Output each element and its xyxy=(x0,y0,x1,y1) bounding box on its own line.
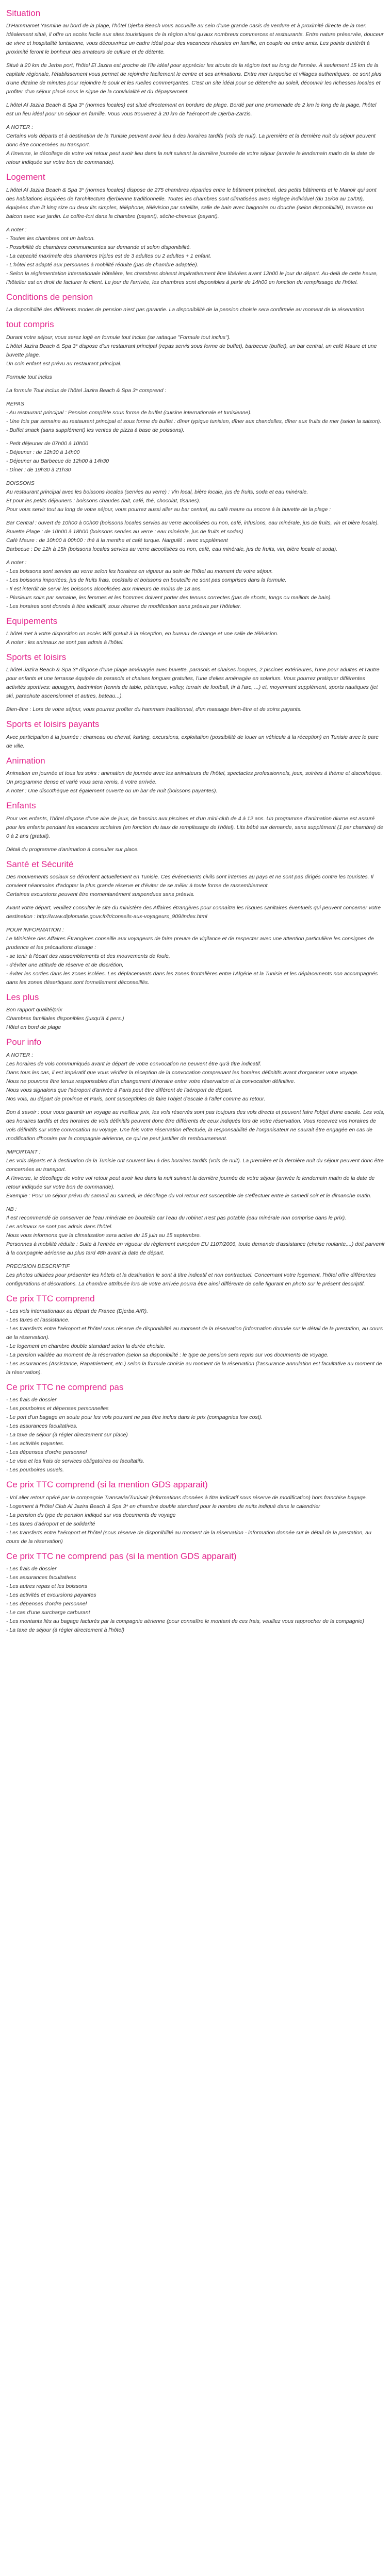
section-heading: Pour info xyxy=(6,1037,42,1047)
section-heading: Santé et Sécurité xyxy=(6,859,74,869)
section-heading: Ce prix TTC comprend xyxy=(6,1293,95,1303)
section-paragraph: - Petit déjeuner de 07h00 à 10h00 - Déjeuner : de 12h30 à 14h00 - Déjeuner au Barbecue de 12h00 à 14h30 - Dîner : de 19h30 à 21h30 xyxy=(6,440,109,473)
section-heading: Situation xyxy=(6,8,41,18)
section-paragraph: PRECISION DESCRIPTIF Les photos utilisées pour présenter les hôtels et la destination le sont à titre indicatif et non contractuel. Concernant votre logement, l'hôtel offre différentes configurations et décorations. La chambre attribuée lors de votre arrivée pourra être ainsi différente de celle figurant en photo sur le présent descriptif. xyxy=(6,1263,376,1287)
section-paragraph: Formule tout inclus xyxy=(6,374,52,380)
section-paragraph: - Les vols internationaux au départ de France (Djerba A/R). - Les taxes et l'assistance. - Les transferts entre l'aéroport et l'hôtel sous réserve de disponibilité au moment de la réservation (information donnée sur le détail de la prestation, au cours de la réservation). - Le logement en chambre double standard selon la durée choisie. - La pension validée au moment de la réservation (selon sa disponibilité : le type de pension sera repris sur vos documents de voyage. - Les assurances (Assistance, Rapatriement, etc.) selon la formule choisie au moment de la réservation (l'assurance annulation est facultative au moment de la réservation). xyxy=(6,1308,383,1376)
section-paragraph: L'hôtel met à votre disposition un accès Wifi gratuit à la réception, en bureau de change et une salle de télévision. A noter : les animaux ne sont pas admis à l'hôtel. xyxy=(6,630,279,646)
section-paragraph: Bien-être : Lors de votre séjour, vous pourrez profiter du hammam traditionnel, d'un massage bien-être et de soins payants. xyxy=(6,706,302,713)
section-paragraph: IMPORTANT : Les vols départs et à destination de la Tunisie ont souvent lieu à des horaires tardifs (vols de nuit). La première et la dernière nuit du séjour peuvent donc être concernées au transport. A l'inverse, le décollage de votre vol retour peut avoir lieu dans la nuit suivant la dernière journée de votre séjour (arrivée le lendemain matin de la date de retour indiquée sur votre bon de commande). Exemple : Pour un séjour prévu du samedi au samedi, le décollage du vol retour est susceptible de s'effectuer entre le samedi soir et le dimanche matin. xyxy=(6,1148,384,1199)
section-heading: Conditions de pension xyxy=(6,292,93,302)
section-paragraph: BOISSONS Au restaurant principal avec les boissons locales (servies au verre) : Vin local, bière locale, jus de fruits, soda et eau minérale. Et pour les petits déjeuners : boissons chaudes (lait, café, thé, chocolat, tisanes). Pour vous servir tout au long de votre séjour, vous pourrez aussi aller au bar central, au café maure ou encore à la buvette de la plage : xyxy=(6,480,331,513)
section-paragraph: Avant votre départ, veuillez consulter le site du ministère des Affaires étrangères pour connaître les risques sanitaires éventuels qui peuvent concerner votre destination : http://www.diplomatie.gouv.fr/fr/conseils-aux-voyageurs_909/index.html xyxy=(6,904,381,920)
section-paragraph: D'Hammamet Yasmine au bord de la plage, l'hôtel Djerba Beach vous accueille au sein d'une grande oasis de verdure et à proximité directe de la mer. Idéalement situé, il offre un accès facile aux sites touristiques de la région ainsi qu'aux nombreux commerces et restaurants. Entre nature préservée, douceur de vivre et hospitalité tunisienne, vous découvrirez un cadre idéal pour des vacances réussies en famille, en couple ou entre amis. Les points d'intérêt à proximité feront le bonheur des amateurs de culture et de détente. xyxy=(6,23,384,56)
section-paragraph: NB : Il est recommandé de conserver de l'eau minérale en bouteille car l'eau du robinet n'est pas potable (eau minérale non comprise dans le prix). Les animaux ne sont pas admis dans l'hôtel. Nous vous informons que la climatisation sera active du 15 juin au 15 septembre. Personnes à mobilité réduite : Suite à l'entrée en vigueur du règlement européen EU 1107/2006, toute demande d'assistance (chaise roulante,...) doit parvenir à la compagnie aérienne au plus tard 48h avant la date de départ. xyxy=(6,1206,385,1256)
section-paragraph: - Les frais de dossier - Les pourboires et dépenses personnelles - Le port d'un bagage en soute pour les vols pouvant ne pas être inclus dans le prix (compagnies low cost). - Les assurances facultatives. - La taxe de séjour (à régler directement sur place) - Les activités payantes. - Les dépenses d'ordre personnel - Le visa et les frais de services obligatoires ou facultatifs. - Les pourboires usuels. xyxy=(6,1397,263,1473)
section-heading: Equipements xyxy=(6,616,58,626)
section-heading: Sports et loisirs payants xyxy=(6,719,100,730)
section-paragraph: A noter : - Toutes les chambres ont un balcon. - Possibilité de chambres communicantes sur demande et selon disponibilité. - La capacité maximale des chambres triples est de 3 adultes ou 2 adultes + 1 enfant. - L'hôtel est adapté aux personnes à mobilité réduite (pas de chambre adaptée). - Selon la réglementation internationale hôtelière, les chambres doivent impérativement être libérées avant 12h00 le jour du départ. Au-delà de cette heure, l'hôtelier est en droit de facturer le client. Le jour de l'arrivée, les chambres sont disponibles à partir de 14h00 en fonction du remplissage de l'hôtel. xyxy=(6,226,378,285)
section-heading: Logement xyxy=(6,172,45,182)
section-paragraph: L'hôtel Jazira Beach & Spa 3* dispose d'une plage aménagée avec buvette, parasols et chaises longues, 2 piscines extérieures, l'une pour adultes et l'autre pour enfants et une terrasse équipée de parasols et chaises longues gratuites, l'une d'elles aménagée en solarium. Vous pourrez pratiquer différentes activités sportives: aquagym, badminton (tennis de table, pétanque, volley, terrain de football, tir à l'arc, ...) et, moyennant supplément, sports nautiques (jet ski, parachute ascensionnel et autres, bateau...). xyxy=(6,667,380,700)
section-paragraph: - Vol aller retour opéré par la compagnie Transavia/Tunisair (informations données à titre indicatif sous réserve de modification) hors franchise bagage. - Logement à l'hôtel Club Al Jazira Beach & Spa 3* en chambre double standard pour le nombre de nuits indiqué dans le calendrier - La pension du type de pension indiqué sur vos documents de voyage - Les taxes d'aéroport et de solidarité - Les transferts entre l'aéroport et l'hôtel (sous réserve de disponibilité au moment de la réservation - information donnée sur le détail de la prestation, au cours de la réservation) xyxy=(6,1494,371,1545)
section-heading: tout compris xyxy=(6,319,54,330)
section-paragraph: Avec participation à la journée : chameau ou cheval, karting, excursions, exploitation (possibilité de louer un véhicule à la réception) en Tunisie avec le parc de ville. xyxy=(6,734,379,749)
section-paragraph: Pour vos enfants, l'hôtel dispose d'une aire de jeux, de bassins aux piscines et d'un mini-club de 4 à 12 ans. Un programme d'animation diurne est assuré pour les enfants pendant les vacances scolaires (en fonction du taux de remplissage de l'hôtel). Lits bébé sur demande, sans supplément (1 par chambre) de 0 à 2 ans (gratuit). xyxy=(6,815,384,839)
section-paragraph: Des mouvements sociaux se déroulent actuellement en Tunisie. Ces événements civils sont internes au pays et ne sont pas dirigés contre les touristes. Il convient néanmoins d'adopter la plus grande réserve et d'éviter de se mêler à toute forme de rassemblement. Certaines excursions peuvent être momentanément suspendues sans préavis. xyxy=(6,873,373,897)
section-paragraph: - Les frais de dossier - Les assurances facultatives - Les autres repas et les boissons - Les activités et excursions payantes - Les dépenses d'ordre personnel - Le cas d'une surcharge carburant - Les montants liés au bagage facturés par la compagnie aérienne (pour connaître le montant de ces frais, veuillez vous rapprocher de la compagnie) - La taxe de séjour (à régler directement à l'hôtel) xyxy=(6,1566,364,1634)
section-paragraph: La formule Tout inclus de l'hôtel Jazira Beach & Spa 3* comprend : xyxy=(6,387,167,394)
section-paragraph: A noter : - Les boissons sont servies au verre selon les horaires en vigueur au sein de l'hôtel au moment de votre séjour. - Les boissons importées, jus de fruits frais, cocktails et boissons en bouteille ne sont pas comprises dans la formule. - Il est interdit de servir les boissons alcoolisées aux mineurs de moins de 18 ans. - Plusieurs soirs par semaine, les femmes et les hommes doivent porter des tenues correctes (pas de shorts, tongs ou maillots de bain). - Les horaires sont donnés à titre indicatif, sous réserve de modification sans préavis par l'hôtelier. xyxy=(6,559,332,609)
section-heading: Ce prix TTC comprend (si la mention GDS apparait) xyxy=(6,1480,208,1490)
section-paragraph: REPAS - Au restaurant principal : Pension complète sous forme de buffet (cuisine internationale et tunisienne). - Une fois par semaine au restaurant principal et sous forme de buffet : dîner typique tunisien, dîner aux chandelles, dîner aux fruits de mer (selon la saison). - Buffet snack (sans supplément) les ventes de pizza à base de poissons). xyxy=(6,400,382,433)
section-paragraph: Bar Central : ouvert de 10h00 à 00h00 (boissons locales servies au verre alcoolisées ou non, café, infusions, eau minérale, jus de fruits, vin et bière locale). Buvette Plage : de 10h00 à 18h00 (boissons servies au verre : eau minérale, jus de fruits et sodas) Café Maure : de 10h00 à 00h00 : thé à la menthe et café turque. Narguilé : avec supplément Barbecue : De 12h à 15h (boissons locales servies au verre alcoolisées ou non, café, eau minérale, jus de fruits, vin, bière locale et soda). xyxy=(6,519,379,552)
section-paragraph: Situé à 20 km de Jerba port, l'hôtel El Jazira est proche de l'île idéal pour apprécier les atouts de la région tout au long de l'année. À seulement 15 km de la capitale régionale, l'établissement vous permet de rejoindre facilement le centre et ses animations. Entre mer turquoise et villages authentiques, ce sont plus d'une dizaine de minutes pour rejoindre le souk et les ruelles commerçantes. C'est un site idéal pour se détendre au soleil, découvrir les richesses locales et profiter d'un séjour placé sous le signe de la convivialité et du dépaysement. xyxy=(6,62,382,95)
section-heading: Animation xyxy=(6,755,45,766)
section-paragraph: Durant votre séjour, vous serez logé en formule tout inclus (se rattaque "Formule tout inclus"). L'hôtel Jazira Beach & Spa 3* dispose d'un restaurant principal (repas servis sous forme de buffet), barbecue (buffet), un bar central, un café Maure et une buvette plage. Un coin enfant est prévu au restaurant principal. xyxy=(6,334,377,367)
section-paragraph: Détail du programme d'animation à consulter sur place. xyxy=(6,846,139,853)
section-heading: Ce prix TTC ne comprend pas xyxy=(6,1382,124,1393)
section-paragraph: POUR INFORMATION : Le Ministère des Affaires Étrangères conseille aux voyageurs de faire preuve de vigilance et de respecter avec une attention particulière les consignes de prudence et les précautions d'usage : - se tenir à l'écart des rassemblements et des mouvements de foule, - d'éviter une attitude de réserve et de discrétion, - éviter les sorties dans les zones isolées. Les déplacements dans les zones frontalières entre l'Algérie et la Tunisie et les déplacements non accompagnés dans les zones désertiques sont formellement déconseillés. xyxy=(6,926,378,986)
section-paragraph: Animation en journée et tous les soirs : animation de journée avec les animateurs de l'hôtel, spectacles professionnels, jeux, soirées à thème et discothèque. Un programme dense et varié vous sera remis, à votre arrivée. A noter : Une discothèque est également ouverte ou un bar de nuit (boissons payantes). xyxy=(6,770,382,794)
section-heading: Enfants xyxy=(6,801,36,811)
section-paragraph: Bon rapport qualité/prix Chambres familiales disponibles (jusqu'à 4 pers.) Hôtel en bord de plage xyxy=(6,1007,124,1031)
section-paragraph: La disponibilité des différents modes de pension n'est pas garantie. La disponibilité de la pension choisie sera confirmée au moment de la réservation xyxy=(6,307,365,313)
section-paragraph: L'hôtel Al Jazira Beach & Spa 3* (normes locales) est situé directement en bordure de plage. Bordé par une promenade de 2 km le long de la plage, l'hôtel est un lieu idéal pour un séjour en famille. Vous vous trouverez à 20 km de l'aéroport de Djerba-Zarzis. xyxy=(6,102,377,117)
section-heading: Ce prix TTC ne comprend pas (si la mention GDS apparait) xyxy=(6,1551,237,1561)
section-paragraph: Bon à savoir : pour vous garantir un voyage au meilleur prix, les vols réservés sont pas toujours des vols directs et peuvent faire l'objet d'une escale. Les vols, des horaires tardifs et des horaires de vols définitifs peuvent donc être différents de ceux indiqués lors de votre réservation. Vous recevrez vos horaires de vols définitifs sur votre convocation au voyage. Une fois votre réservation effectuée, la responsabilité de l'organisateur ne saurait être engagée en cas de modification d'horaire par la compagnie aérienne, ce qui ne peut justifier de remboursement. xyxy=(6,1109,385,1142)
section-heading: Les plus xyxy=(6,992,39,1002)
section-heading: Sports et loisirs xyxy=(6,652,67,662)
section-paragraph: L'hôtel Al Jazira Beach & Spa 3* (normes locales) dispose de 275 chambres réparties entre le bâtiment principal, des petits bâtiments et le Manoir qui sont des habitations inspirées de l'architecture djerbienne traditionnelle. Toutes les chambres sont climatisées avec réglage individuel (du 15/06 au 15/09), équipées d'un lit king size ou deux lits simples, téléphone, télévision par satellite, salle de bain avec baignoire ou douche (selon disponibilité), terrasse ou balcon avec vue jardin. Le coffre-fort dans la chambre (payant), sèche-cheveux (payant). xyxy=(6,187,377,219)
section-paragraph: A NOTER : Certains vols départs et à destination de la Tunisie peuvent avoir lieu à des horaires tardifs (vols de nuit). La première et la dernière nuit du séjour peuvent donc être concernées au transport. A l'inverse, le décollage de votre vol retour peut avoir lieu dans la nuit suivant la dernière journée de votre séjour (arrivée le lendemain matin de la date de retour indiquée sur votre bon de commande). xyxy=(6,124,376,166)
section-paragraph: A NOTER : Les horaires de vols communiqués avant le départ de votre convocation ne peuvent être qu'à titre indicatif. Dans tous les cas, il est impératif que vous vérifiez la réception de la convocation comprenant les horaires définitifs avant d'organiser votre voyage. Nous ne pouvons être tenus responsables d'un changement d'horaire entre votre réservation et la convocation définitive. Nous vous signalons que l'aéroport d'arrivée à Paris peut être différent de l'aéroport de départ. Nos vols, au départ de province et Paris, sont susceptibles de faire l'objet d'escale à l'aller comme au retour. xyxy=(6,1052,359,1102)
